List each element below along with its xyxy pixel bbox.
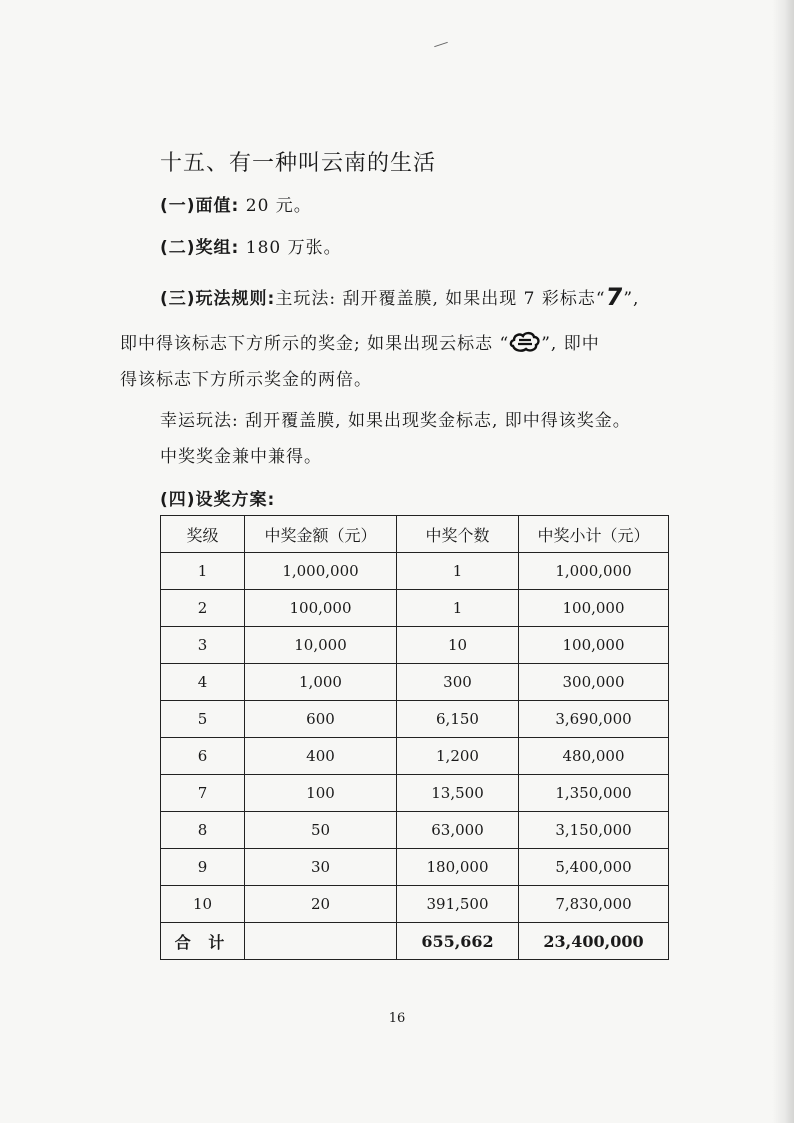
cell-amount: 100,000 [245,590,397,627]
cell-amount: 1,000 [245,664,397,701]
total-amount [245,923,397,960]
table-row [161,627,669,664]
prize-group-text: 180 万张。 [245,238,342,258]
combo-line: 中奖奖金兼中兼得。 [160,447,322,467]
prize-group-label: (二)奖组: [160,238,240,258]
cell-level: 10 [161,886,245,923]
scan-mark [434,42,448,47]
cell-amount: 1,000,000 [245,553,397,590]
cell-amount: 400 [245,738,397,775]
cell-subtotal: 300,000 [519,664,669,701]
face-value-label: (一)面值: [160,196,240,216]
total-row [161,923,669,960]
section-title: 十五、有一种叫云南的生活 [160,151,437,176]
prize-group-line [160,233,342,258]
rules-line-1 [160,284,639,309]
cell-subtotal: 100,000 [519,627,669,664]
cell-count: 6,150 [397,701,519,738]
header-subtotal: 中奖小计（元） [519,516,669,553]
table-row [161,738,669,775]
table-row [161,701,669,738]
cell-subtotal: 5,400,000 [519,849,669,886]
cell-level: 6 [161,738,245,775]
header-count: 中奖个数 [397,516,519,553]
cell-count: 1 [397,553,519,590]
cell-level: 2 [161,590,245,627]
cell-level: 7 [161,775,245,812]
cell-count: 180,000 [397,849,519,886]
cell-amount: 50 [245,812,397,849]
header-level: 奖级 [161,516,245,553]
cell-level: 4 [161,664,245,701]
page-number: 16 [388,1011,406,1026]
rules-text-2: 即中得该标志下方所示的奖金; 如果出现云标志 “ [120,334,510,354]
cell-subtotal: 1,350,000 [519,775,669,812]
cell-amount: 600 [245,701,397,738]
total-subtotal: 23,400,000 [519,923,669,960]
seven-logo-icon: 7 [603,283,626,311]
rules-text-1: 主玩法: 刮开覆盖膜, 如果出现 7 彩标志“ [275,289,606,309]
cell-amount: 100 [245,775,397,812]
lucky-play-line: 幸运玩法: 刮开覆盖膜, 如果出现奖金标志, 即中得该奖金。 [160,411,631,431]
table-row [161,849,669,886]
cell-count: 10 [397,627,519,664]
table-header-row [161,516,669,553]
table-row [161,812,669,849]
total-count: 655,662 [397,923,519,960]
cell-count: 63,000 [397,812,519,849]
cell-subtotal: 1,000,000 [519,553,669,590]
total-label: 合 计 [161,923,245,960]
cell-level: 1 [161,553,245,590]
table-row [161,590,669,627]
prize-plan-label: (四)设奖方案: [160,490,276,510]
table-row [161,553,669,590]
scan-edge-shadow [772,0,794,1123]
cell-subtotal: 3,690,000 [519,701,669,738]
cell-count: 300 [397,664,519,701]
cell-count: 13,500 [397,775,519,812]
cell-level: 3 [161,627,245,664]
cell-count: 1,200 [397,738,519,775]
cell-amount: 30 [245,849,397,886]
rules-text-1b: ”, [623,289,640,309]
face-value-text: 20 元。 [245,196,312,216]
rules-label: (三)玩法规则: [160,289,276,309]
cell-subtotal: 480,000 [519,738,669,775]
cell-level: 5 [161,701,245,738]
cell-level: 9 [161,849,245,886]
rules-text-2b: ”, 即中 [541,334,600,354]
rules-line-2 [120,329,600,354]
cell-subtotal: 3,150,000 [519,812,669,849]
cell-subtotal: 7,830,000 [519,886,669,923]
cell-subtotal: 100,000 [519,590,669,627]
cell-count: 391,500 [397,886,519,923]
cell-amount: 20 [245,886,397,923]
table-row [161,664,669,701]
header-amount: 中奖金额（元） [245,516,397,553]
cell-count: 1 [397,590,519,627]
rules-line-3: 得该标志下方所示奖金的两倍。 [120,370,372,390]
cloud-logo-icon [509,331,541,353]
prize-table [160,515,669,960]
face-value-line [160,191,312,216]
cell-amount: 10,000 [245,627,397,664]
table-row [161,886,669,923]
cell-level: 8 [161,812,245,849]
table-row [161,775,669,812]
